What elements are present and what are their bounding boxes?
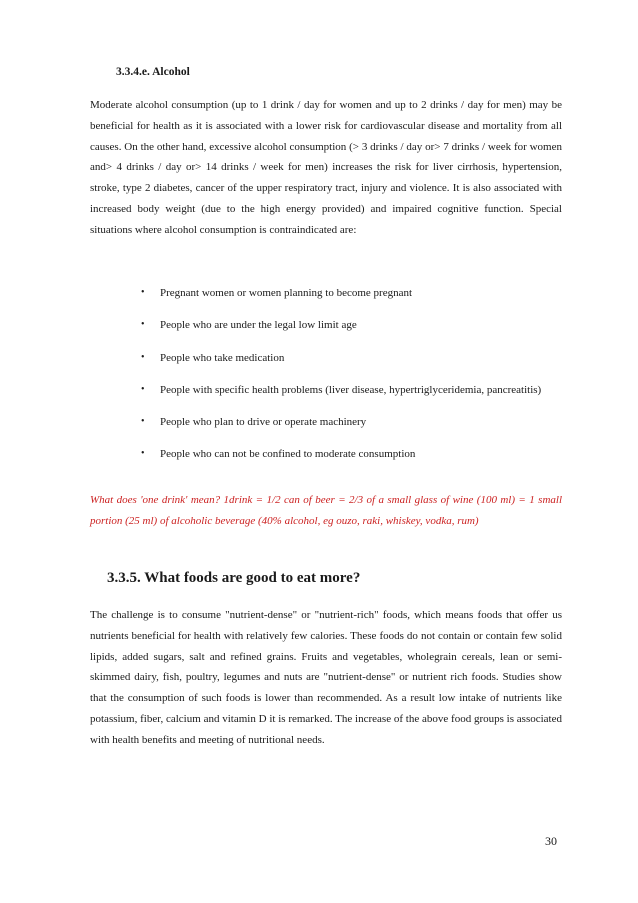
bullet-icon: •	[141, 319, 145, 331]
list-item: • People with specific health problems (liver disease, hypertriglyceridemia, pancreatitis)	[90, 380, 562, 401]
list-item: • People who can not be confined to moderate consumption	[90, 444, 562, 465]
alcohol-paragraph: Moderate alcohol consumption (up to 1 drink / day for women and up to 2 drinks / day for men) may be beneficial for health as it is associated with a lower risk for cardiovascular disease and mortality from all causes. On the other hand, excessive alcohol consumption (> 3 drinks / day or> 7 drinks / week for women and> 4 drinks / day or> 14 drinks / week for men) increases the risk for liver cirrhosis, hypertension, stroke, type 2 diabetes, cancer of the upper respiratory tract, injury and violence. It is also associated with increased body weight (due to the high energy provided) and impaired cognitive function. Special situations where alcohol consumption is contraindicated are:	[90, 99, 562, 236]
list-item: • People who take medication	[90, 348, 562, 369]
bullet-icon: •	[141, 448, 145, 460]
contraindication-list	[90, 283, 562, 477]
bullet-icon: •	[141, 416, 145, 428]
bullet-icon: •	[141, 351, 145, 363]
bullet-icon: •	[141, 383, 145, 395]
bullet-icon: •	[141, 287, 145, 298]
subsection-heading: 3.3.5. What foods are good to eat more?	[107, 570, 361, 586]
list-item: • Pregnant women or women planning to become pregnant	[90, 283, 562, 304]
page-number: 30	[545, 834, 557, 848]
section-heading-alcohol: 3.3.4.e. Alcohol	[116, 66, 190, 78]
nutrient-dense-paragraph: The challenge is to consume "nutrient-dense" or "nutrient-rich" foods, which means foods that offer us nutrients beneficial for health with relatively few calories. These foods do not contain or contain few solid lipids, added sugars, salt and refined grains. Fruits and vegetables, wholegrain cereals, lean or semi-skimmed dairy, fish, poultry, legumes and nuts are "nutrient-dense" or nutrient rich foods. Studies show that the consumption of such foods is lower than recommended. As a result low intake of nutrients like potassium, fiber, calcium and vitamin D it is remarked. The increase of the above food groups is associated with health benefits and meeting of nutritional needs.	[90, 609, 562, 746]
drink-definition-note: What does 'one drink' mean? 1drink = 1/2 can of beer = 2/3 of a small glass of wine (100 ml) = 1 small portion (25 ml) of alcoholic beverage (40% alcohol, eg ouzo, raki, whiskey, vodka, rum)	[90, 494, 562, 527]
list-item: • People who plan to drive or operate machinery	[90, 412, 562, 433]
list-item: • People who are under the legal low limit age	[90, 315, 562, 336]
